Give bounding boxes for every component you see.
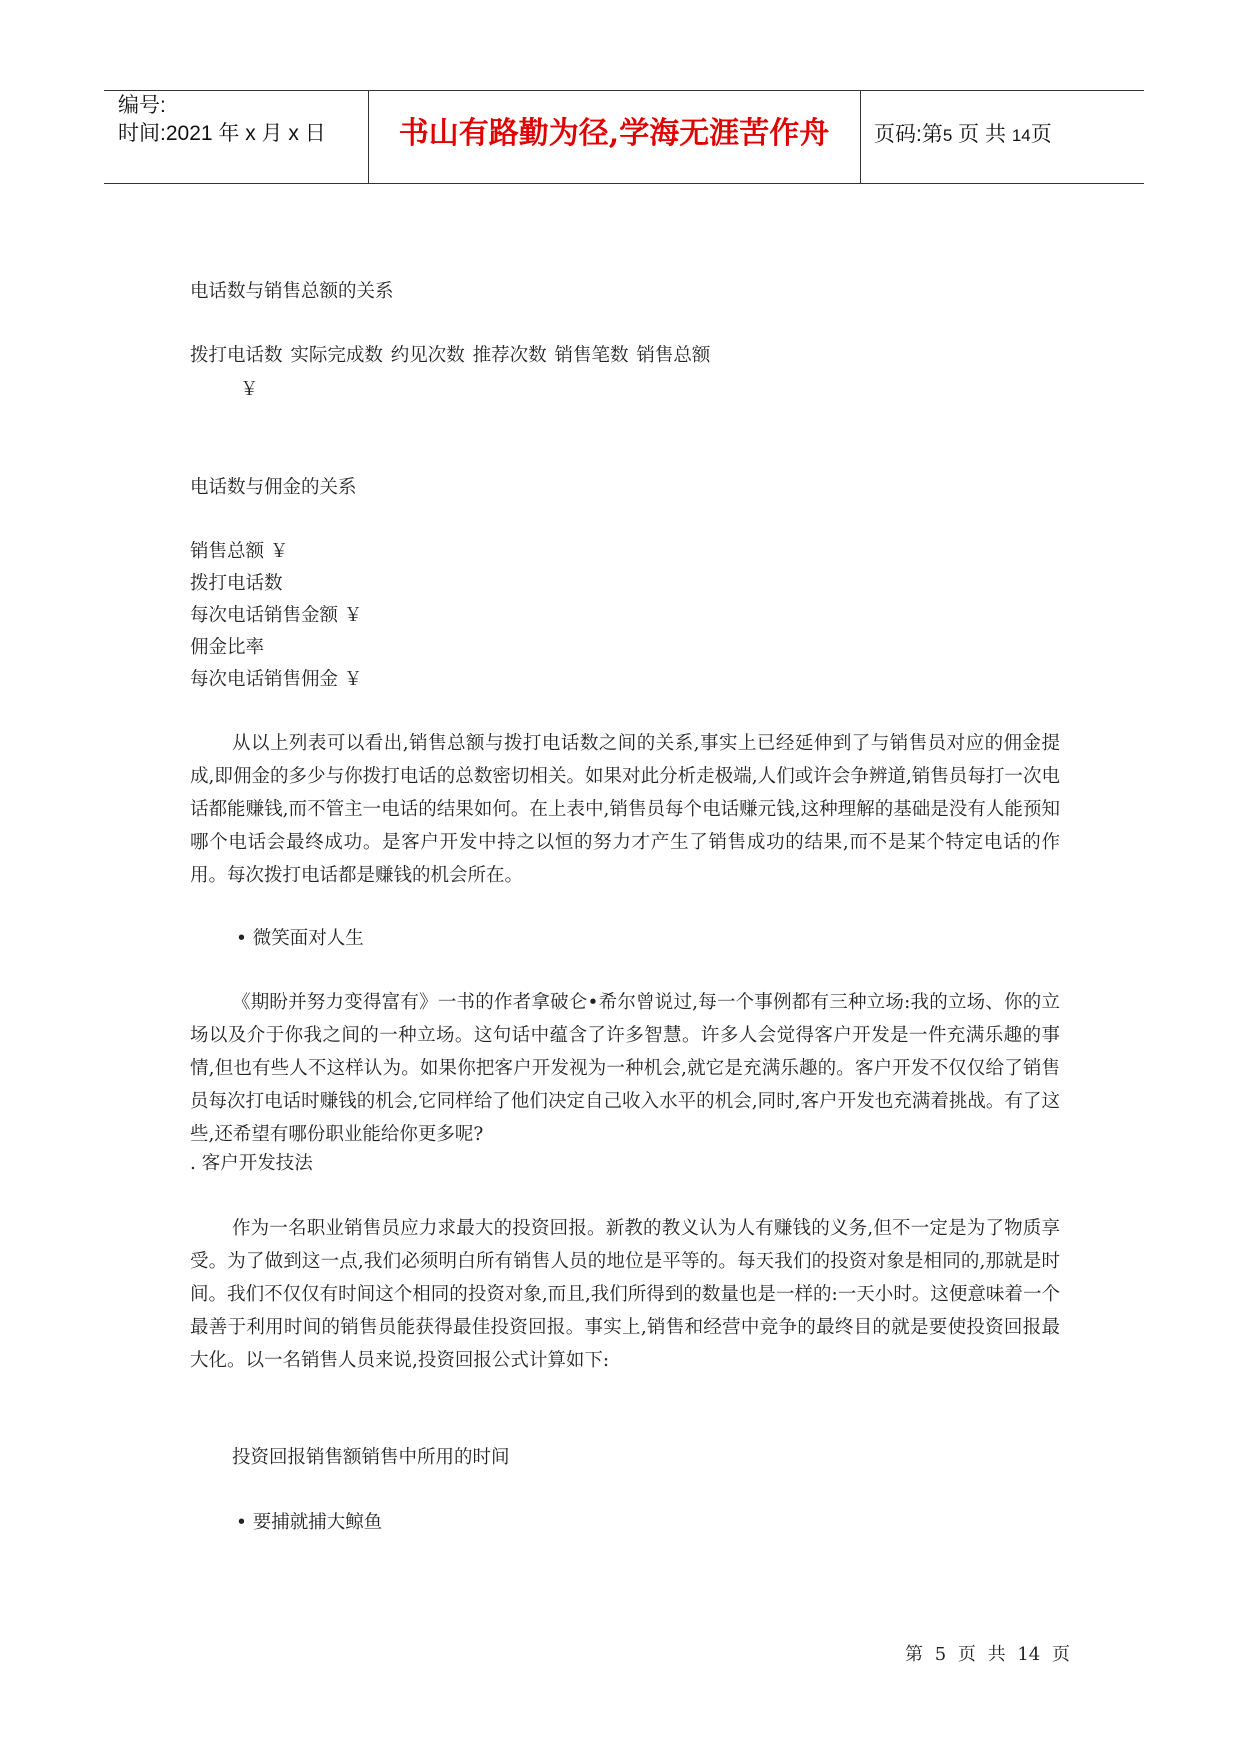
paragraph-roi: 作为一名职业销售员应力求最大的投资回报。新教的教义认为人有赚钱的义务,但不一定是为了物质享受。为了做到这一点,我们必须明白所有销售人员的地位是平等的。每天我们的投资对象是相同的,那就是时间。我们不仅仅有时间这个相同的投资对象,而且,我们所得到的数量也是一样的:一天小时。这便意味着一个最善于利用时间的销售员能获得最佳投资回报。事实上,销售和经营中竞争的最终目的就是要使投资回报最大化。以一名销售人员来说,投资回报公式计算如下: <box>190 1218 1060 1371</box>
header-bottom-rule <box>104 183 1144 184</box>
header-divider-right <box>860 90 861 184</box>
section2-row: 拨打电话数 <box>190 573 283 594</box>
section2-row: 销售总额 ￥ <box>190 541 289 562</box>
header-page-info <box>874 121 1052 150</box>
page-mid: 页 共 <box>958 123 1006 146</box>
paragraph-commission: 从以上列表可以看出,销售总额与拨打电话数之间的关系,事实上已经延伸到了与销售员对应的佣金提成,即佣金的多少与你拨打电话的总数密切相关。如果对此分析走极端,人们或许会争辨道,销售员每打一次电话都能赚钱,而不管主一电话的结果如何。在上表中,销售员每个电话赚元钱,这种理解的基础是没有人能预知哪个电话会最终成功。是客户开发中持之以恒的努力才产生了销售成功的结果,而不是某个特定电话的作用。每次拨打电话都是赚钱的机会所在。 <box>190 733 1060 886</box>
page-label: 页码:第 <box>874 123 943 146</box>
sub-heading: . 客户开发技法 <box>190 1153 313 1174</box>
section2-row: 每次电话销售金额 ￥ <box>190 605 363 626</box>
section2-row: 每次电话销售佣金 ￥ <box>190 669 363 690</box>
paragraph-hill: 《期盼并努力变得富有》一书的作者拿破仑•希尔曾说过,每一个事例都有三种立场:我的立场、你的立场以及介于你我之间的一种立场。这句话中蕴含了许多智慧。许多人会觉得客户开发是一件充满乐趣的事情,但也有些人不这样认为。如果你把客户开发视为一种机会,就它是充满乐趣的。客户开发不仅仅给了销售员每次打电话时赚钱的机会,它同样给了他们决定自己收入水平的机会,同时,客户开发也充满着挑战。有了这些,还希望有哪份职业能给你更多呢? <box>190 992 1060 1145</box>
section2-title: 电话数与佣金的关系 <box>190 477 357 498</box>
number-label: 编号: <box>118 94 166 117</box>
header-motto: 书山有路勤为径,学海无涯苦作舟 <box>398 116 830 151</box>
page-suffix: 页 <box>1030 123 1052 146</box>
section1-yen: ￥ <box>240 379 259 400</box>
bullet-whale: • 要捕就捕大鲸鱼 <box>236 1512 383 1533</box>
formula-line: 投资回报销售额销售中所用的时间 <box>232 1447 510 1468</box>
page-current: 5 <box>942 126 953 145</box>
section1-columns: 拨打电话数 实际完成数 约见次数 推荐次数 销售笔数 销售总额 <box>190 345 711 366</box>
page-total: 14 <box>1011 126 1031 145</box>
section2-row: 佣金比率 <box>190 637 265 658</box>
time-label: 时间:2021 年 x 月 x 日 <box>118 122 326 145</box>
page-footer: 第 5 页 共 14 页 <box>905 1644 1070 1665</box>
header-top-rule <box>104 90 1144 91</box>
section1-title: 电话数与销售总额的关系 <box>190 281 394 302</box>
bullet-smile: • 微笑面对人生 <box>236 928 364 949</box>
header-left-block <box>118 92 326 148</box>
